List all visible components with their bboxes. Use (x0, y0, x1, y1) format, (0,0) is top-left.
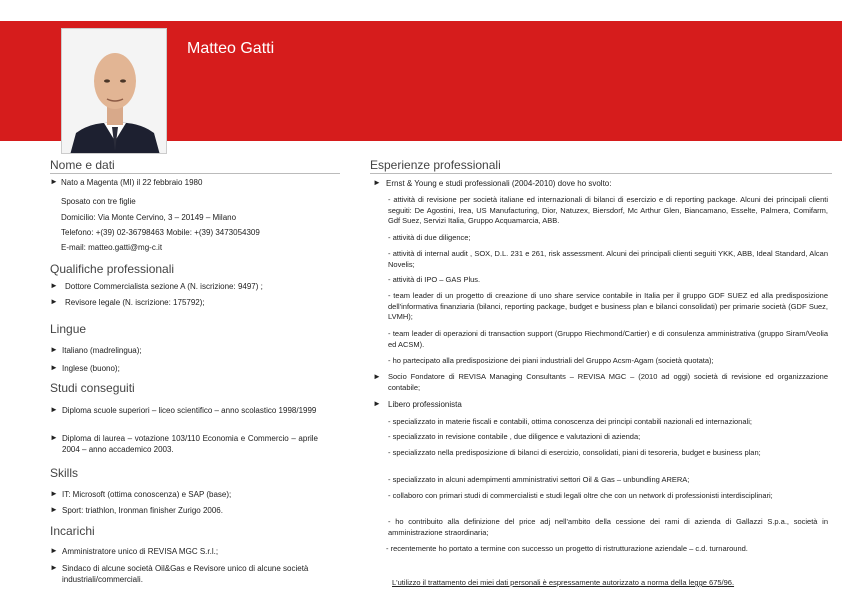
section-title-esperienze: Esperienze professionali (370, 158, 501, 172)
libero-detail: - specializzato in alcuni adempimenti amministrativi settori Oil & Gas – unbundling ARERA; (388, 475, 690, 484)
experience-ey: Ernst & Young e studi professionali (2004-2010) dove ho svolto: (386, 179, 612, 188)
section-divider (50, 173, 340, 174)
portrait-image (62, 29, 167, 154)
bullet-icon: ► (50, 505, 58, 514)
skill-item: Sport: triathlon, Ironman finisher Zurigo 2006. (62, 506, 223, 515)
section-title-incarichi: Incarichi (50, 524, 95, 538)
bullet-icon: ► (50, 405, 58, 414)
email-info: E-mail: matteo.gatti@mg-c.it (61, 243, 163, 252)
phone-info: Telefono: +(39) 02-36798463 Mobile: +(39) 3473054309 (61, 228, 260, 237)
section-divider (370, 173, 832, 174)
section-title-skills: Skills (50, 466, 79, 480)
person-name: Matteo Gatti (187, 40, 275, 57)
libero-detail: - recentemente ho portato a termine con successo un progetto di ristrutturazione aziendale – c.d. turnaround. (386, 544, 748, 553)
section-title-studi: Studi conseguiti (50, 381, 135, 395)
bullet-icon: ► (50, 281, 58, 290)
incarico-item: Amministratore unico di REVISA MGC S.r.l.; (62, 547, 219, 556)
bullet-icon: ► (50, 563, 58, 572)
bullet-icon: ► (50, 546, 58, 555)
experience-socio: Socio Fondatore di REVISA Managing Consultants – REVISA MGC – (2010 ad oggi) società di revisione ed organizzazione contabile; (388, 372, 828, 392)
bullet-icon: ► (50, 363, 58, 372)
studio-item: Diploma di laurea – votazione 103/110 Economia e Commercio – aprile 2004 – anno accademico 2003. (62, 434, 318, 454)
lingua-item: Inglese (buono); (62, 364, 120, 373)
ey-detail: - ho partecipato alla predisposizione dei piani industriali del Gruppo Acsm-Agam (società quotata); (388, 356, 714, 365)
ey-detail: - attività di revisione per società italiane ed internazionali di bilanci di esercizio e di reporting package. Alcuni dei principali clienti seguiti: De Agostini, Irea, US Manufacturing, Dior, Natuzex, Biersdorf, Mc Arthur Glen, Biancamano, Esselte, Palmera, Comifarm, Gdf Suez, Servizi Italia, Gruppo Acquamarcia, ABB. (388, 195, 828, 225)
libero-detail: - specializzato in revisione contabile , due diligence e valutazioni di azienda; (388, 432, 641, 441)
qualifica-item: Dottore Commercialista sezione A (N. iscrizione: 9497) ; (65, 282, 263, 291)
address-info: Domicilio: Via Monte Cervino, 3 – 20149 – Milano (61, 213, 237, 222)
bullet-icon: ► (373, 399, 381, 408)
bullet-icon: ► (50, 297, 58, 306)
family-info: Sposato con tre figlie (61, 197, 136, 206)
libero-detail: - collaboro con primari studi di commercialisti e studi legali oltre che con un network di professionisti interdisciplinari; (388, 491, 773, 500)
bullet-icon: ► (373, 178, 381, 187)
ey-detail: - attività di internal audit , SOX, D.L. 231 e 261, risk assessment. Alcuni dei principali clienti seguiti YKK, ABB, Ideal Standard, Alcan Novelis; (388, 249, 828, 269)
section-title-qualifiche: Qualifiche professionali (50, 262, 175, 276)
profile-photo (61, 28, 167, 154)
bullet-icon: ► (50, 489, 58, 498)
qualifica-item: Revisore legale (N. iscrizione: 175792); (65, 298, 205, 307)
incarico-item: Sindaco di alcune società Oil&Gas e Revisore unico di alcune società industriali/commerciali. (62, 564, 309, 584)
libero-detail: - specializzato in materie fiscali e contabili, ottima conoscenza dei principi contabili nazionali ed internazionali; (388, 417, 752, 426)
experience-libero: Libero professionista (388, 400, 462, 409)
skill-item: IT: Microsoft (ottima conoscenza) e SAP (base); (62, 490, 232, 499)
ey-detail: - team leader di operazioni di transaction support (Gruppo Riechmond/Cartier) e di consulenza amministrativa (gruppo Siram/Veolia ed ACSM). (388, 329, 828, 349)
bullet-icon: ► (50, 433, 58, 442)
privacy-footer: L'utilizzo il trattamento dei miei dati personali è espressamente autorizzato a norma della legge 675/96. (392, 578, 735, 587)
section-title-personal: Nome e dati (50, 158, 115, 172)
ey-detail: - attività di IPO – GAS Plus. (388, 275, 481, 284)
birth-info: Nato a Magenta (MI) il 22 febbraio 1980 (61, 178, 203, 187)
ey-detail: - team leader di un progetto di creazione di uno share service contabile in Italia per il gruppo GDF SUEZ ed alla predisposizione dell'informativa finanziaria (bilanci, reporting package, budget e business plan e bilanci consolidati) per primarie società (GDF Suez, LVMH); (388, 291, 828, 321)
bullet-icon: ► (373, 372, 381, 381)
lingua-item: Italiano (madrelingua); (62, 346, 142, 355)
section-title-lingue: Lingue (50, 322, 87, 336)
studio-item: Diploma scuole superiori – liceo scientifico – anno scolastico 1998/1999 (62, 406, 317, 415)
libero-detail: - ho contribuito alla definizione del price adj nell'ambito della cessione dei rami di azienda di Gallazzi S.p.a., società in amministrazione straordinaria; (388, 517, 828, 537)
bullet-icon: ► (50, 177, 58, 186)
bullet-icon: ► (50, 345, 58, 354)
libero-detail: - specializzato nella predisposizione di bilanci di esercizio, consolidati, piani di tesoreria, budget e business plan; (388, 448, 761, 457)
ey-detail: - attività di due diligence; (388, 233, 471, 242)
